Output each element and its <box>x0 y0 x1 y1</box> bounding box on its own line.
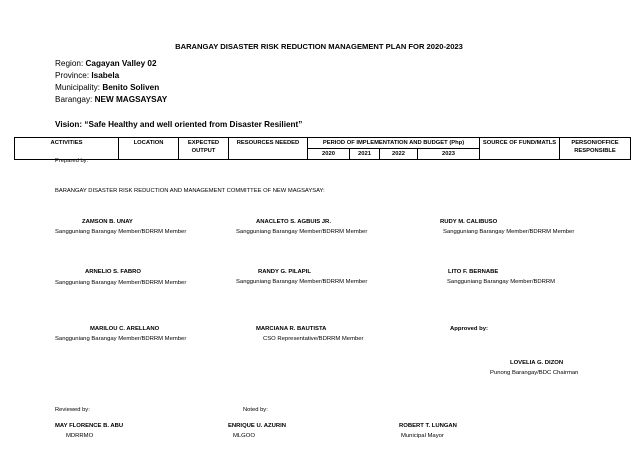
province-label: Province: <box>55 71 92 80</box>
signatory-role: Sangguniang Barangay Member/BDRRM Member <box>55 229 187 235</box>
year-2023: 2023 <box>418 149 480 160</box>
vision-statement: Vision: “Safe Healthy and well oriented from Disaster Resilient” <box>55 120 303 129</box>
official-role: Municipal Mayor <box>401 433 444 439</box>
municipality-value: Benito Soliven <box>102 83 160 92</box>
municipality-label: Municipality: <box>55 83 103 92</box>
signatory-name: MARILOU C. ARELLANO <box>90 326 160 332</box>
signatory-name: ANACLETO S. AGBUIS JR. <box>256 219 331 225</box>
year-2022: 2022 <box>380 149 418 160</box>
noted-by-label: Noted by: <box>243 407 268 413</box>
signatory-name: LITO F. BERNABE <box>448 269 499 275</box>
municipality-line <box>55 83 159 92</box>
approver-role: Punong Barangay/BDC Chairman <box>490 370 579 376</box>
signatory-role: Sangguniang Barangay Member/BDRRM Member <box>443 229 575 235</box>
year-2020: 2020 <box>308 149 350 160</box>
signatory-name: ZAMSON B. UNAY <box>82 219 133 225</box>
official-role: MLGOO <box>233 433 255 439</box>
committee-heading: BARANGAY DISASTER RISK REDUCTION AND MANAGEMENT COMMITTEE OF NEW MAGSAYSAY: <box>55 188 325 194</box>
province-line <box>55 71 119 80</box>
header-expected-output: EXPECTED OUTPUT <box>179 138 229 160</box>
signatory-name: ARNELIO S. FABRO <box>85 269 141 275</box>
official-name: ROBERT T. LUNGAN <box>399 423 457 429</box>
signatory-role: Sangguniang Barangay Member/BDRRM Member <box>236 229 368 235</box>
document-title: BARANGAY DISASTER RISK REDUCTION MANAGEMENT PLAN FOR 2020-2023 <box>175 42 463 51</box>
header-resources-needed: RESOURCES NEEDED <box>229 138 308 160</box>
header-source: SOURCE OF FUND/MATLS <box>480 138 560 160</box>
signatory-name: RANDY G. PILAPIL <box>258 269 311 275</box>
barangay-label: Barangay: <box>55 95 95 104</box>
official-name: ENRIQUE U. AZURIN <box>228 423 287 429</box>
signatory-role: Sangguniang Barangay Member/BDRRM <box>447 279 556 285</box>
province-value: Isabela <box>91 71 120 80</box>
prepared-by-label: Prepared by: <box>55 158 89 164</box>
signatory-role: Sangguniang Barangay Member/BDRRM Member <box>55 280 187 286</box>
official-name: MAY FLORENCE B. ABU <box>55 423 124 429</box>
region-label: Region: <box>55 59 86 68</box>
official-role: MDRRMO <box>66 433 94 439</box>
plan-table <box>14 137 631 160</box>
approved-by-label: Approved by: <box>450 326 488 332</box>
signatory-role: Sangguniang Barangay Member/BDRRM Member <box>236 279 368 285</box>
reviewed-by-label: Reviewed by: <box>55 407 90 413</box>
signatory-role: Sangguniang Barangay Member/BDRRM Member <box>55 336 187 342</box>
region-value: Cagayan Valley 02 <box>85 59 157 68</box>
approver-name: LOVELIA G. DIZON <box>510 360 564 366</box>
header-location: LOCATION <box>119 138 179 160</box>
signatory-role: CSO Representative/BDRRM Member <box>263 336 364 342</box>
year-2021: 2021 <box>350 149 380 160</box>
signatory-name: RUDY M. CALIBUSO <box>440 219 498 225</box>
header-person: PERSON/OFFICE RESPONSIBLE <box>560 138 631 160</box>
header-activities: ACTIVITIES <box>15 138 119 160</box>
header-period: PERIOD OF IMPLEMENTATION AND BUDGET (Php) <box>308 138 480 149</box>
barangay-value: NEW MAGSAYSAY <box>94 95 168 104</box>
region-line <box>55 59 157 68</box>
barangay-line <box>55 95 167 104</box>
signatory-name: MARCIANA R. BAUTISTA <box>256 326 327 332</box>
